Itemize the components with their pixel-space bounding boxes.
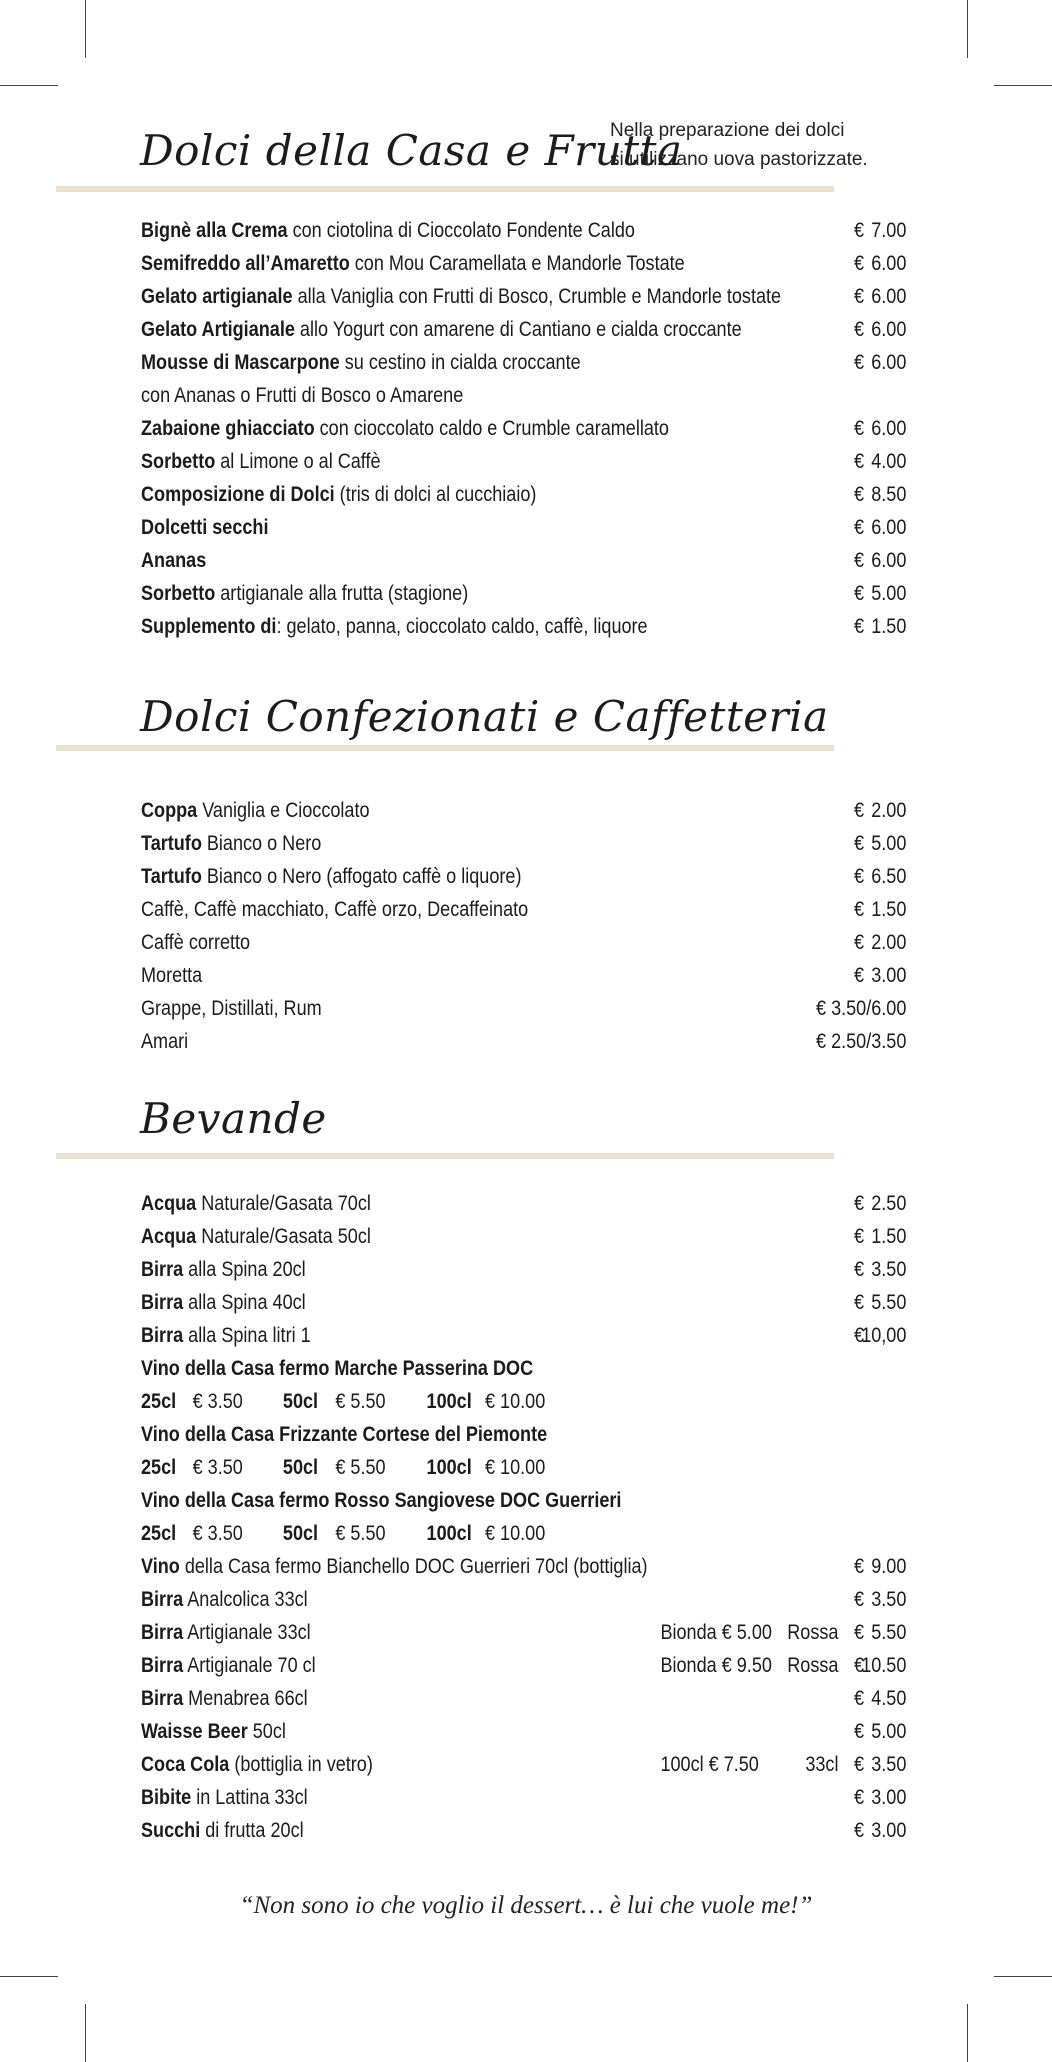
dolci-list [141, 214, 907, 643]
item-name: Bibite [141, 1786, 192, 1809]
wine-price: € 5.50 [335, 1522, 386, 1545]
item-name: Birra [141, 1324, 184, 1347]
item-description: : gelato, panna, cioccolato caldo, caffè, liquore [276, 615, 648, 638]
item-price: 6.00 [871, 549, 907, 572]
menu-item [141, 544, 906, 577]
item-price: 7.00 [871, 219, 907, 242]
item-price: € 2.50/3.50 [816, 1030, 907, 1053]
section-title-confezionati: Dolci Confezionati e Caffetteria [140, 692, 829, 741]
crop-mark [994, 1976, 1052, 1977]
item-name: Mousse di Mascarpone [141, 351, 340, 374]
currency-symbol: € [853, 1819, 864, 1842]
item-price: 6.00 [871, 285, 907, 308]
wine-price: € 10.00 [485, 1456, 546, 1479]
item-price: 6.50 [871, 865, 907, 888]
currency-symbol: € [853, 351, 864, 374]
item-description: Amari [141, 1030, 189, 1053]
menu-item [141, 511, 906, 544]
currency-symbol: € [853, 1258, 864, 1281]
currency-symbol: € [853, 832, 864, 855]
note-line-1: Nella preparazione dei dolci [610, 120, 845, 141]
crop-mark [85, 0, 86, 58]
currency-symbol: € [853, 898, 864, 921]
item-variant-price: Bionda € 9.50 [660, 1654, 772, 1677]
currency-symbol: € [853, 252, 864, 275]
item-description: Naturale/Gasata 50cl [196, 1225, 371, 1248]
item-description: con ciotolina di Cioccolato Fondente Caldo [287, 219, 635, 242]
currency-symbol: € [853, 799, 864, 822]
item-name: Birra [141, 1258, 184, 1281]
item-price: 4.00 [871, 450, 907, 473]
currency-symbol: € [853, 964, 864, 987]
currency-symbol: € [853, 1654, 864, 1677]
item-name: Birra [141, 1687, 184, 1710]
item-name: Vino della Casa fermo Rosso Sangiovese DOC Guerrieri [141, 1489, 622, 1512]
item-price: 1.50 [871, 1225, 907, 1248]
item-price: 3.50 [871, 1588, 907, 1611]
section-title-dolci: Dolci della Casa e Frutta [140, 126, 683, 175]
menu-item [141, 1220, 906, 1253]
menu-item [141, 860, 906, 893]
wine-size: 100cl [426, 1522, 472, 1545]
currency-symbol: € [853, 865, 864, 888]
menu-item [141, 794, 906, 827]
menu-item [141, 926, 906, 959]
menu-item [141, 1187, 906, 1220]
item-name: Gelato Artigianale [141, 318, 295, 341]
item-variant-price: Bionda € 5.00 [660, 1621, 772, 1644]
item-name: Zabaione ghiacciato [141, 417, 315, 440]
item-price: 5.50 [871, 1291, 907, 1314]
wine-price: € 10.00 [485, 1390, 546, 1413]
menu-item [141, 1484, 906, 1517]
item-name: Vino della Casa Frizzante Cortese del Piemonte [141, 1423, 548, 1446]
currency-symbol: € [853, 1192, 864, 1215]
item-name: Coca Cola [141, 1753, 230, 1776]
menu-item [141, 1352, 906, 1385]
item-price: 6.00 [871, 351, 907, 374]
item-price: 3.50 [871, 1258, 907, 1281]
wine-size: 25cl [141, 1390, 177, 1413]
item-description: con Ananas o Frutti di Bosco o Amarene [141, 384, 464, 407]
item-name: Waisse Beer [141, 1720, 248, 1743]
item-name: Sorbetto [141, 582, 216, 605]
menu-item [141, 1715, 906, 1748]
currency-symbol: € [853, 1225, 864, 1248]
item-name: Succhi [141, 1819, 201, 1842]
item-description: alla Spina 20cl [183, 1258, 306, 1281]
item-price: 9.00 [871, 1555, 907, 1578]
menu-item [141, 214, 906, 247]
item-description: Grappe, Distillati, Rum [141, 997, 322, 1020]
currency-symbol: € [853, 285, 864, 308]
item-name: Vino della Casa fermo Marche Passerina DOC [141, 1357, 534, 1380]
item-description: Analcolica 33cl [183, 1588, 308, 1611]
currency-symbol: € [853, 450, 864, 473]
currency-symbol: € [853, 1588, 864, 1611]
item-description: della Casa fermo Bianchello DOC Guerrieri 70cl (bottiglia) [179, 1555, 648, 1578]
bevande-list [141, 1187, 907, 1847]
menu-item [141, 445, 906, 478]
item-description: artigianale alla frutta (stagione) [215, 582, 469, 605]
item-price: 6.00 [871, 417, 907, 440]
currency-symbol: € [853, 1753, 864, 1776]
item-price: 5.50 [871, 1621, 907, 1644]
item-description: in Lattina 33cl [191, 1786, 308, 1809]
menu-item [141, 379, 906, 412]
menu-item [141, 1748, 906, 1781]
item-description: 50cl [247, 1720, 286, 1743]
item-variant-label: Rossa [787, 1654, 839, 1677]
item-name: Birra [141, 1291, 184, 1314]
item-name: Supplemento di [141, 615, 277, 638]
item-name: Tartufo [141, 865, 202, 888]
item-description: Caffè corretto [141, 931, 251, 954]
item-price: 8.50 [871, 483, 907, 506]
item-description: Menabrea 66cl [183, 1687, 308, 1710]
item-description: alla Vaniglia con Frutti di Bosco, Crumble e Mandorle tostate [292, 285, 782, 308]
item-price: 3.50 [871, 1753, 907, 1776]
item-name: Gelato artigianale [141, 285, 293, 308]
item-description: su cestino in cialda croccante [339, 351, 581, 374]
item-price: 1.50 [871, 615, 907, 638]
menu-item [141, 247, 906, 280]
item-name: Vino [141, 1555, 180, 1578]
item-price: 6.00 [871, 318, 907, 341]
wine-price: € 10.00 [485, 1522, 546, 1545]
item-name: Ananas [141, 549, 207, 572]
item-description: alla Spina 40cl [183, 1291, 306, 1314]
menu-item [141, 1418, 906, 1451]
item-price: 1.50 [871, 898, 907, 921]
currency-symbol: € [853, 1786, 864, 1809]
menu-item [141, 959, 906, 992]
currency-symbol: € [853, 615, 864, 638]
currency-symbol: € [853, 1291, 864, 1314]
item-price: 2.00 [871, 931, 907, 954]
item-name: Sorbetto [141, 450, 216, 473]
currency-symbol: € [853, 516, 864, 539]
menu-item [141, 1781, 906, 1814]
currency-symbol: € [853, 219, 864, 242]
item-variant-label: Rossa [787, 1621, 839, 1644]
note-line-2: si utilizzano uova pastorizzate. [610, 149, 868, 170]
menu-item [141, 280, 906, 313]
currency-symbol: € [853, 1324, 864, 1347]
currency-symbol: € [853, 483, 864, 506]
wine-size: 100cl [426, 1390, 472, 1413]
item-description: allo Yogurt con amarene di Cantiano e cialda croccante [294, 318, 742, 341]
wine-size: 50cl [282, 1390, 319, 1413]
wine-size: 50cl [282, 1522, 319, 1545]
item-description: Naturale/Gasata 70cl [196, 1192, 371, 1215]
menu-item [141, 478, 906, 511]
item-description: (bottiglia in vetro) [229, 1753, 373, 1776]
footer-quote: “Non sono io che voglio il dessert… è lui che vuole me!” [239, 1892, 813, 1919]
crop-mark [967, 2004, 968, 2062]
menu-item [141, 1253, 906, 1286]
menu-item [141, 1682, 906, 1715]
menu-item [141, 893, 906, 926]
item-description: alla Spina litri 1 [183, 1324, 311, 1347]
crop-mark [85, 2004, 86, 2062]
item-price: 10,00 [861, 1324, 907, 1347]
item-price: 5.00 [871, 832, 907, 855]
item-price: 2.50 [871, 1192, 907, 1215]
item-name: Birra [141, 1588, 184, 1611]
item-name: Acqua [141, 1225, 197, 1248]
item-name: Semifreddo all’Amaretto [141, 252, 350, 275]
item-price: 4.50 [871, 1687, 907, 1710]
item-name: Tartufo [141, 832, 202, 855]
section-rule [56, 1153, 834, 1159]
crop-mark [967, 0, 968, 58]
item-description: Artigianale 70 cl [183, 1654, 316, 1677]
section-rule [56, 745, 834, 751]
currency-symbol: € [853, 417, 864, 440]
currency-symbol: € [853, 1555, 864, 1578]
menu-item [141, 1814, 906, 1847]
menu-item [141, 610, 906, 643]
menu-item [141, 1550, 906, 1583]
item-name: Acqua [141, 1192, 197, 1215]
item-description: con Mou Caramellata e Mandorle Tostate [349, 252, 685, 275]
confezionati-list [141, 794, 907, 1058]
wine-price: € 3.50 [192, 1390, 243, 1413]
item-price: 3.00 [871, 1786, 907, 1809]
currency-symbol: € [853, 1687, 864, 1710]
currency-symbol: € [853, 549, 864, 572]
menu-item [141, 412, 906, 445]
item-description: Artigianale 33cl [183, 1621, 311, 1644]
item-price: 3.00 [871, 1819, 907, 1842]
item-description: Moretta [141, 964, 203, 987]
wine-size: 100cl [426, 1456, 472, 1479]
section-rule [56, 186, 834, 192]
menu-item [141, 1616, 906, 1649]
item-description: (tris di dolci al cucchiaio) [334, 483, 537, 506]
section-title-bevande: Bevande [140, 1094, 327, 1143]
item-price: 5.00 [871, 582, 907, 605]
menu-item [141, 346, 906, 379]
crop-mark [0, 1976, 58, 1977]
currency-symbol: € [853, 931, 864, 954]
currency-symbol: € [853, 1720, 864, 1743]
wine-price: € 3.50 [192, 1522, 243, 1545]
item-name: Birra [141, 1654, 184, 1677]
item-price: 3.00 [871, 964, 907, 987]
wine-size: 50cl [282, 1456, 319, 1479]
item-name: Composizione di Dolci [141, 483, 335, 506]
menu-item [141, 992, 906, 1025]
item-variant-price: 100cl € 7.50 [660, 1753, 759, 1776]
currency-symbol: € [853, 582, 864, 605]
menu-item [141, 313, 906, 346]
item-price: € 3.50/6.00 [816, 997, 907, 1020]
item-description: di frutta 20cl [200, 1819, 304, 1842]
item-price: 2.00 [871, 799, 907, 822]
menu-item [141, 1649, 906, 1682]
item-description: al Limone o al Caffè [215, 450, 381, 473]
menu-item [141, 827, 906, 860]
menu-item [141, 577, 906, 610]
pasteurized-eggs-note [610, 116, 868, 174]
item-name: Dolcetti secchi [141, 516, 269, 539]
menu-item [141, 1385, 906, 1418]
currency-symbol: € [853, 1621, 864, 1644]
item-description: Caffè, Caffè macchiato, Caffè orzo, Decaffeinato [141, 898, 529, 921]
menu-item [141, 1451, 906, 1484]
item-description: Bianco o Nero [201, 832, 322, 855]
wine-price: € 5.50 [335, 1390, 386, 1413]
menu-item [141, 1319, 906, 1352]
menu-item [141, 1286, 906, 1319]
item-price: 6.00 [871, 516, 907, 539]
wine-price: € 3.50 [192, 1456, 243, 1479]
wine-size: 25cl [141, 1522, 177, 1545]
item-price: 10.50 [861, 1654, 907, 1677]
wine-size: 25cl [141, 1456, 177, 1479]
item-name: Birra [141, 1621, 184, 1644]
item-name: Bignè alla Crema [141, 219, 288, 242]
item-price: 5.00 [871, 1720, 907, 1743]
menu-item [141, 1517, 906, 1550]
crop-mark [0, 85, 58, 86]
item-description: con cioccolato caldo e Crumble caramellato [314, 417, 669, 440]
menu-item [141, 1025, 906, 1058]
wine-price: € 5.50 [335, 1456, 386, 1479]
item-description: Bianco o Nero (affogato caffè o liquore) [201, 865, 522, 888]
item-description: Vaniglia e Cioccolato [197, 799, 370, 822]
item-price: 6.00 [871, 252, 907, 275]
crop-mark [994, 85, 1052, 86]
currency-symbol: € [853, 318, 864, 341]
item-variant-label: 33cl [805, 1753, 839, 1776]
item-name: Coppa [141, 799, 198, 822]
menu-item [141, 1583, 906, 1616]
